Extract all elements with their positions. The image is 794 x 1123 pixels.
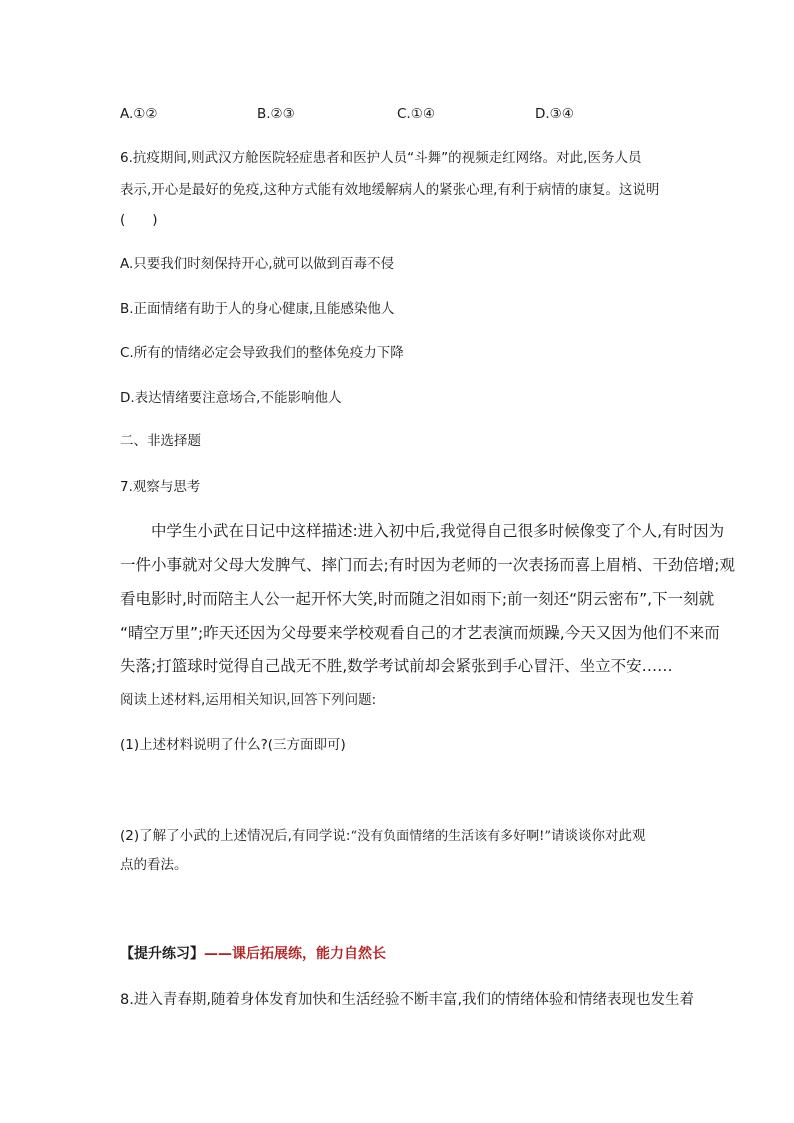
q6-stem-line-2: 表示,开心是最好的免疫,这种方式能有效地缓解病人的紧张心理,有利于病情的康复。这说明 — [120, 182, 660, 198]
q7-material-line-1: 中学生小武在日记中这样描述:进入初中后,我觉得自己很多时候像变了个人,有时因为 — [120, 522, 725, 540]
q8-line-1: 8.进入青春期,随着身体发育加快和生活经验不断丰富,我们的情绪体验和情绪表现也发生着 — [120, 992, 695, 1008]
q7-instruction: 阅读上述材料,运用相关知识,回答下列问题: — [120, 692, 377, 708]
q7-material-line-5: 失落;打篮球时觉得自己战无不胜,数学考试前却会紧张到手心冒汗、坐立不安…… — [120, 657, 673, 675]
q7-material-line-3: 看电影时,时而陪主人公一起开怀大笑,时而随之泪如雨下;前一刻还“阴云密布”,下一刻就 — [120, 590, 715, 608]
extension-slogan: ——课后拓展练，能力自然长 — [204, 946, 386, 962]
q6-option-a: A.只要我们时刻保持开心,就可以做到百毒不侵 — [120, 256, 395, 272]
q7-sub-question-2-line-1 — [120, 825, 646, 848]
extension-heading — [120, 944, 386, 964]
q6-stem-line-1: 6.抗疫期间,则武汉方舱医院轻症患者和医护人员“斗舞”的视频走红网络。对此,医务人员 — [120, 150, 642, 166]
extension-tag: 【提升练习】 — [120, 946, 204, 962]
q7-sub-question-1: (1)上述材料说明了什么?(三方面即可) — [120, 737, 346, 753]
q6-option-b: B.正面情绪有助于人的身心健康,且能感染他人 — [120, 301, 395, 317]
q5-option-b: B.②③ — [257, 106, 295, 122]
q7-material-line-2: 一件小事就对父母大发脾气、摔门而去;有时因为老师的一次表扬而喜上眉梢、干劲倍增;观 — [120, 556, 735, 574]
q7-sub2-suffix: 请谈谈你对此观 — [551, 828, 646, 844]
q6-stem-line-3: ( ) — [120, 212, 158, 228]
q5-option-c: C.①④ — [397, 106, 435, 122]
q7-title: 7.观察与思考 — [120, 479, 201, 495]
q5-option-d: D.③④ — [535, 106, 574, 122]
q7-material-line-4: “晴空万里”;昨天还因为父母要来学校观看自己的才艺表演而烦躁,今天又因为他们不来而 — [120, 624, 720, 642]
q7-sub-question-2-line-2: 点的看法。 — [120, 857, 188, 873]
q5-options — [120, 104, 680, 124]
q7-sub2-prefix: (2)了解了小武的上述情况后,有同学说: — [120, 828, 351, 844]
section-2-title: 二、非选择题 — [120, 433, 201, 449]
q6-option-d: D.表达情绪要注意场合,不能影响他人 — [120, 390, 342, 406]
q7-sub2-quote: “没有负面情绪的生活该有多好啊!” — [350, 829, 551, 844]
q5-option-a: A.①② — [120, 106, 158, 122]
q6-option-c: C.所有的情绪必定会导致我们的整体免疫力下降 — [120, 345, 404, 361]
